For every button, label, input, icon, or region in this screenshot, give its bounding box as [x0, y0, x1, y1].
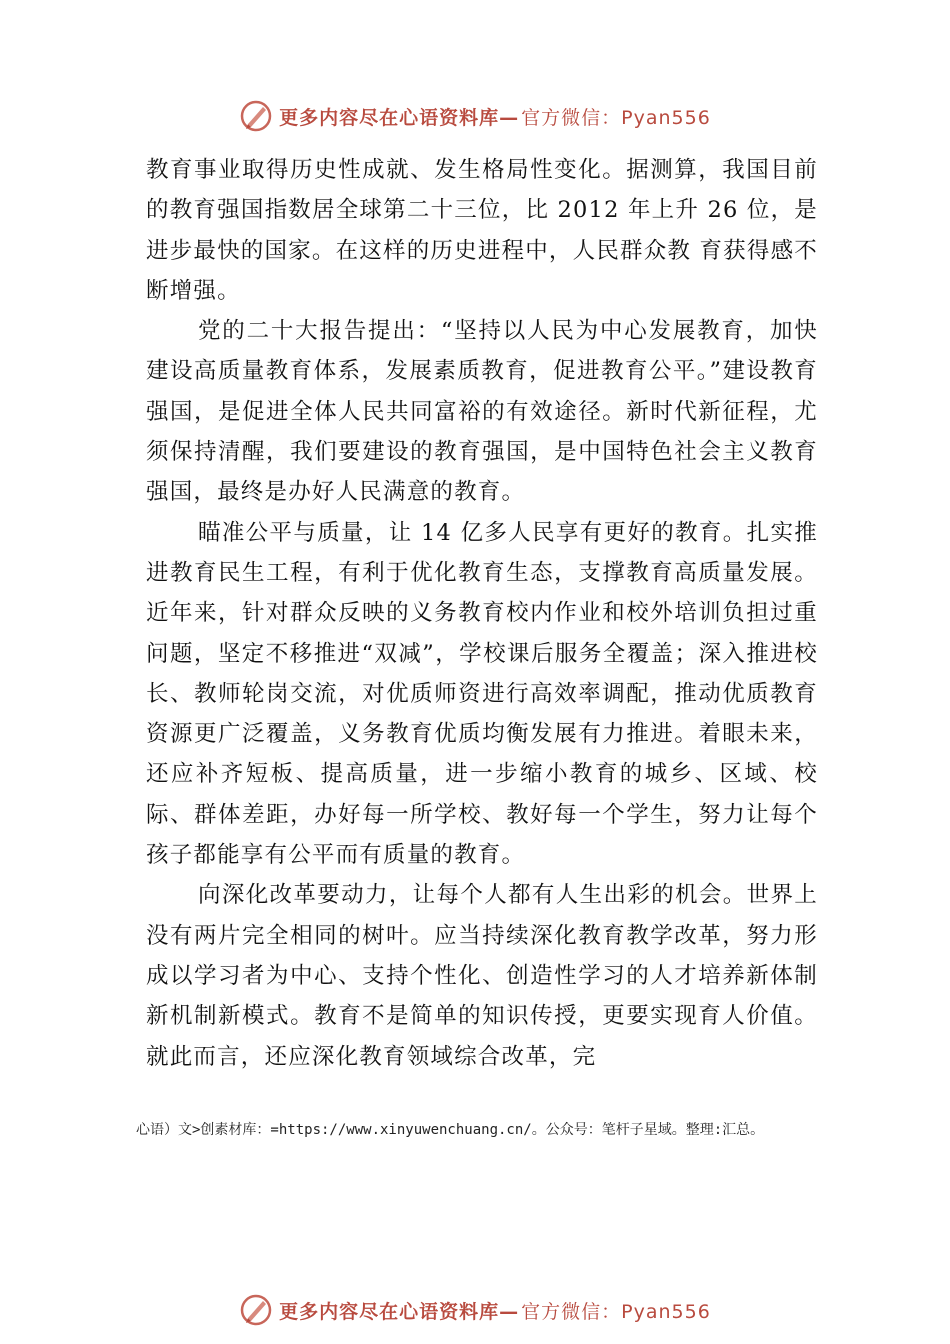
pen-logo-icon	[239, 1293, 273, 1327]
header-banner	[0, 96, 950, 136]
footer-banner	[0, 1290, 950, 1330]
paragraph-1: 教育事业取得历史性成就、发生格局性变化。据测算，我国目前的教育强国指数居全球第二十三位，比 2012 年上升 26 位，是进步最快的国家。在这样的历史进程中，人民群众教 育获得感不断增强。	[146, 157, 818, 304]
source-note: 心语）文>创素材库：=https://www.xinyuwenchuang.cn/。公众号：笔杆子星域。整理:汇总。	[136, 1122, 765, 1138]
banner-title: 更多内容尽在心语资料库—	[279, 106, 520, 129]
pen-logo-icon	[239, 99, 273, 133]
paragraph-2: 党的二十大报告提出：“坚持以人民为中心发展教育，加快建设高质量教育体系，发展素质教育，促进教育公平。”建设教育强国，是促进全体人民共同富裕的有效途径。新时代新征程，尤须保持清醒，我们要建设的教育强国，是中国特色社会主义教育强国，最终是办好人民满意的教育。	[146, 318, 818, 506]
banner-wechat: 官方微信：Pyan556	[521, 1300, 711, 1323]
banner-wechat: 官方微信：Pyan556	[521, 106, 711, 129]
banner-title: 更多内容尽在心语资料库—	[279, 1300, 520, 1323]
paragraph-4: 向深化改革要动力，让每个人都有人生出彩的机会。世界上没有两片完全相同的树叶。应当持续深化教育教学改革，努力形成以学习者为中心、支持个性化、创造性学习的人才培养新体制新机制新模式。教育不是简单的知识传授，更要实现育人价值。就此而言，还应深化教育领域综合改革，完	[146, 882, 818, 1070]
article-body	[146, 150, 818, 1077]
paragraph-3: 瞄准公平与质量，让 14 亿多人民享有更好的教育。扎实推进教育民生工程，有利于优化教育生态，支撑教育高质量发展。近年来，针对群众反映的义务教育校内作业和校外培训负担过重问题，坚定不移推进“双减”，学校课后服务全覆盖；深入推进校长、教师轮岗交流，对优质师资进行高效率调配，推动优质教育资源更广泛覆盖，义务教育优质均衡发展有力推进。着眼未来，还应补齐短板、提高质量，进一步缩小教育的城乡、区域、校际、群体差距，办好每一所学校、教好每一个学生，努力让每个孩子都能享有公平而有质量的教育。	[146, 519, 818, 869]
